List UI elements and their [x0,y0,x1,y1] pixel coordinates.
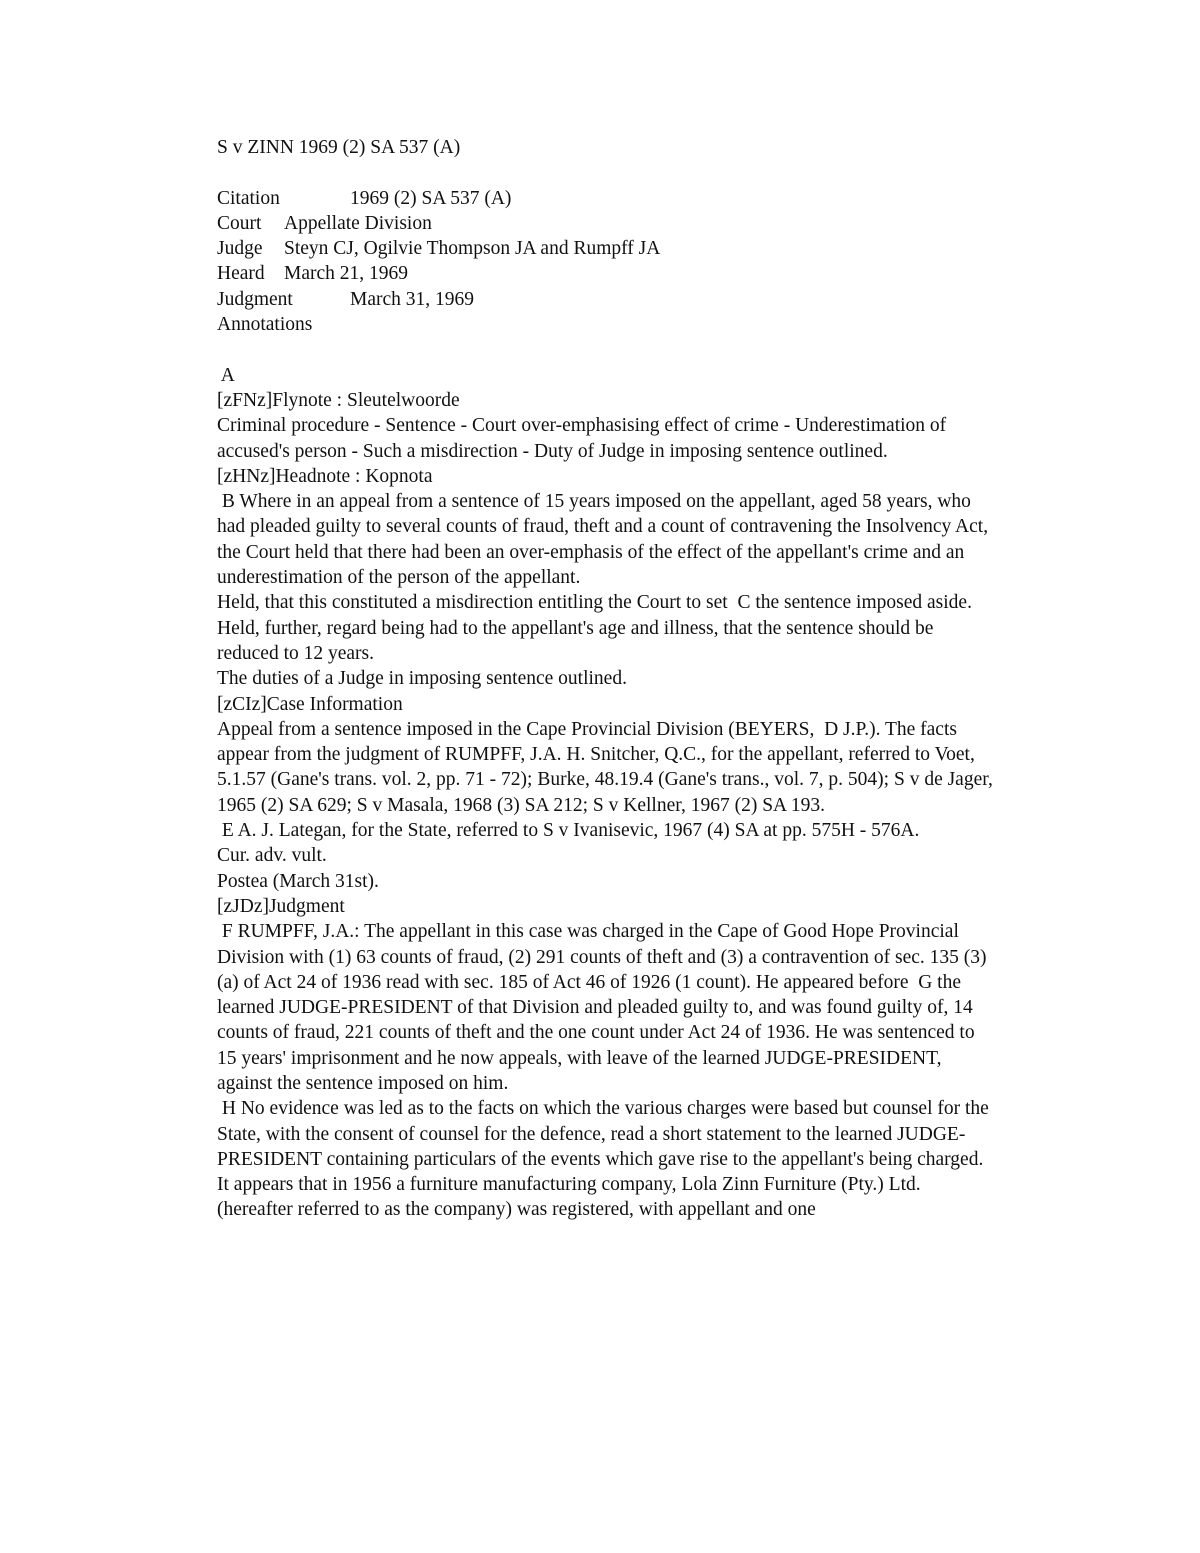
meta-value: Steyn CJ, Ogilvie Thompson JA and Rumpff JA [284,238,661,260]
meta-heard [217,261,997,286]
meta-label: Citation [217,187,280,209]
meta-label: Judge [217,238,263,260]
case-info-state: E A. J. Lategan, for the State, referred to S v Ivanisevic, 1967 (4) SA at pp. 575H - 576A. [217,820,920,842]
margin-letter-a: A [217,364,235,386]
meta-court [217,211,997,236]
headnote-held-1: Held, that this constituted a misdirection entitling the Court to set C the sentence imposed aside. [217,592,972,614]
meta-annotations [217,312,997,337]
meta-label: Heard [217,263,265,285]
meta-value: March 21, 1969 [284,263,409,285]
judgment-heading: [zJDz]Judgment [217,895,345,917]
flynote-heading: [zFNz]Flynote : Sleutelwoorde [217,389,460,411]
meta-value: 1969 (2) SA 537 (A) [350,187,512,209]
case-metadata [217,186,997,338]
meta-label: Court [217,212,262,234]
document-page [217,135,997,1223]
meta-judge [217,236,997,261]
judgment-paragraph-1: F RUMPFF, J.A.: The appellant in this case was charged in the Cape of Good Hope Provincial Division with (1) 63 counts of fraud, (2) 291 counts of theft and (3) a contravention of sec. 135 (3) (a) of Act 24 of 1936 read with sec. 185 of Act 46 of 1926 (1 count). He appeared before G the learned JUDGE-PRESIDENT of that Division and pleaded guilty to, and was found guilty of, 14 counts of fraud, 221 counts of theft and the one count under Act 24 of 1936. He was sentenced to 15 years' imprisonment and he now appeals, with leave of the learned JUDGE-PRESIDENT, against the sentence imposed on him. [217,921,992,1094]
case-body [217,363,997,1223]
judgment-paragraph-2: H No evidence was led as to the facts on which the various charges were based but counsel for the State, with the consent of counsel for the defence, read a short statement to the learned JUDGE-PRESIDENT containing particulars of the events which gave rise to the appellant's being charged. [217,1098,994,1170]
case-info-text: Appeal from a sentence imposed in the Cape Provincial Division (BEYERS, D J.P.). The facts appear from the judgment of RUMPFF, J.A. H. Snitcher, Q.C., for the appellant, referred to Voet, 5.1.57 (Gane's trans. vol. 2, pp. 71 - 72); Burke, 48.19.4 (Gane's trans., vol. 7, p. 504); S v de Jager, 1965 (2) SA 629; S v Masala, 1968 (3) SA 212; S v Kellner, 1967 (2) SA 193. [217,718,998,816]
cur-adv-vult: Cur. adv. vult. [217,845,327,867]
meta-label: Annotations [217,314,313,336]
meta-citation [217,186,997,211]
flynote-text: Criminal procedure - Sentence - Court over-emphasising effect of crime - Underestimation of accused's person - Such a misdirection - Duty of Judge in imposing sentence outlined. [217,415,947,462]
spacer [217,337,997,362]
case-title: S v ZINN 1969 (2) SA 537 (A) [217,137,461,158]
headnote-duties: The duties of a Judge in imposing sentence outlined. [217,668,627,690]
meta-value: Appellate Division [284,212,432,234]
spacer [217,160,997,185]
headnote-heading: [zHNz]Headnote : Kopnota [217,465,433,487]
meta-label: Judgment [217,288,293,310]
headnote-held-2: Held, further, regard being had to the appellant's age and illness, that the sentence should be reduced to 12 years. [217,617,934,664]
judgment-paragraph-3: It appears that in 1956 a furniture manufacturing company, Lola Zinn Furniture (Pty.) Ltd. (hereafter referred to as the company) was registered, with appellant and one [217,1174,921,1221]
headnote-paragraph: B Where in an appeal from a sentence of 15 years imposed on the appellant, aged 58 years, who had pleaded guilty to several counts of fraud, theft and a count of contravening the Insolvency Act, the Court held that there had been an over-emphasis of the effect of the appellant's crime and an underestimation of the person of the appellant. [217,491,993,589]
meta-value: March 31, 1969 [350,288,475,310]
postea: Postea (March 31st). [217,870,379,892]
case-info-heading: [zCIz]Case Information [217,693,403,715]
meta-judgment [217,287,997,312]
